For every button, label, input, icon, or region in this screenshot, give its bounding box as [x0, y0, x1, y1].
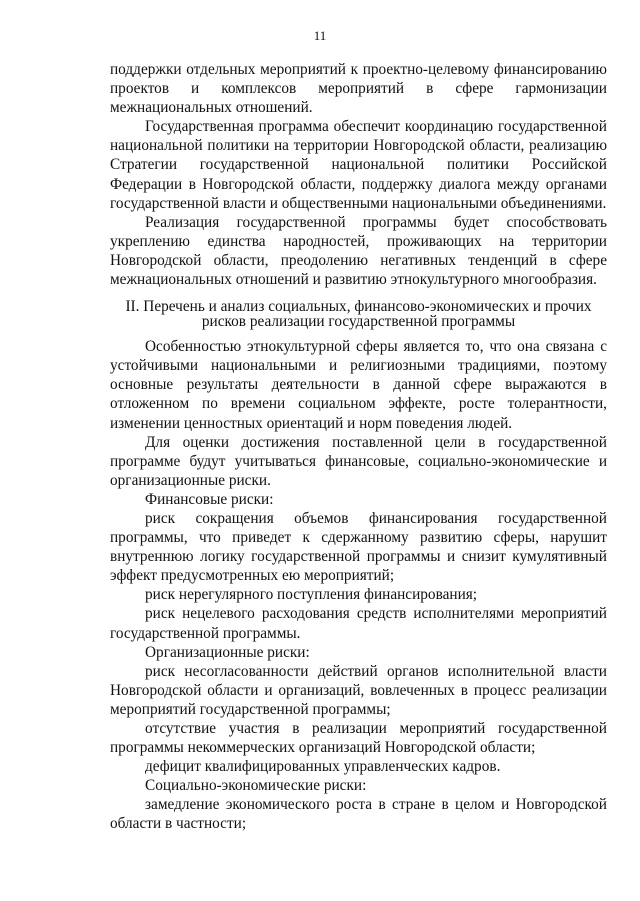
paragraph: Государственная программа обеспечит координацию государственной национальной политики на территории Новгородской области, реализацию Стратегии государственной национальной политики Российской Федерации в Новгородской области, поддержку диалога между органами государственной власти и общественными национальными объединениями.: [110, 118, 607, 212]
risk-category-heading: Организационные риски:: [145, 643, 310, 661]
paragraph: Особенностью этнокультурной сферы является то, что она связана с устойчивыми национальными и религиозными традициями, поэтому основные результаты деятельности в данной сфере выражаются в отложенном по времени социальном эффекте, росте толерантности, изменении ценностных ориентаций и норм поведения людей.: [110, 338, 607, 432]
risk-item: риск несогласованности действий органов исполнительной власти Новгородской области и организаций, вовлеченных в процесс реализации мероприятий государственной программы;: [110, 662, 607, 718]
section-heading-line: II. Перечень и анализ социальных, финансово-экономических и прочих: [125, 298, 592, 316]
section-heading: [110, 289, 607, 337]
document-body: [110, 60, 607, 834]
risk-category-heading: Финансовые риски:: [145, 490, 274, 508]
page-number: 11: [313, 28, 327, 43]
paragraph: Реализация государственной программы будет способствовать укреплению единства народностей, проживающих на территории Новгородской области, преодолению негативных тенденций в сфере межнациональных отношений и развитию этнокультурного многообразия.: [110, 213, 607, 289]
section-heading-line: рисков реализации государственной программы: [201, 313, 516, 331]
risk-item: риск нецелевого расходования средств исполнителями мероприятий государственной программы.: [110, 605, 607, 642]
risk-item: риск сокращения объемов финансирования государственной программы, что приведет к сдержанному развитию сферы, нарушит внутреннюю логику государственной программы и снизит кумулятивный эффект предусмотренных ею мероприятий;: [110, 509, 607, 585]
risk-item: риск нерегулярного поступления финансирования;: [145, 586, 478, 604]
risk-item: дефицит квалифицированных управленческих кадров.: [145, 758, 501, 776]
paragraph: Для оценки достижения поставленной цели в государственной программе будут учитываться финансовые, социально-экономические и организационные риски.: [110, 433, 607, 489]
risk-category-heading: Социально-экономические риски:: [145, 777, 367, 795]
risk-item: отсутствие участия в реализации мероприятий государственной программы некоммерческих организаций Новгородской области;: [110, 720, 607, 757]
risk-item: замедление экономического роста в стране в целом и Новгородской области в частности;: [110, 796, 607, 833]
paragraph: поддержки отдельных мероприятий к проектно-целевому финансированию проектов и комплексов мероприятий в сфере гармонизации межнациональных отношений.: [110, 61, 607, 117]
